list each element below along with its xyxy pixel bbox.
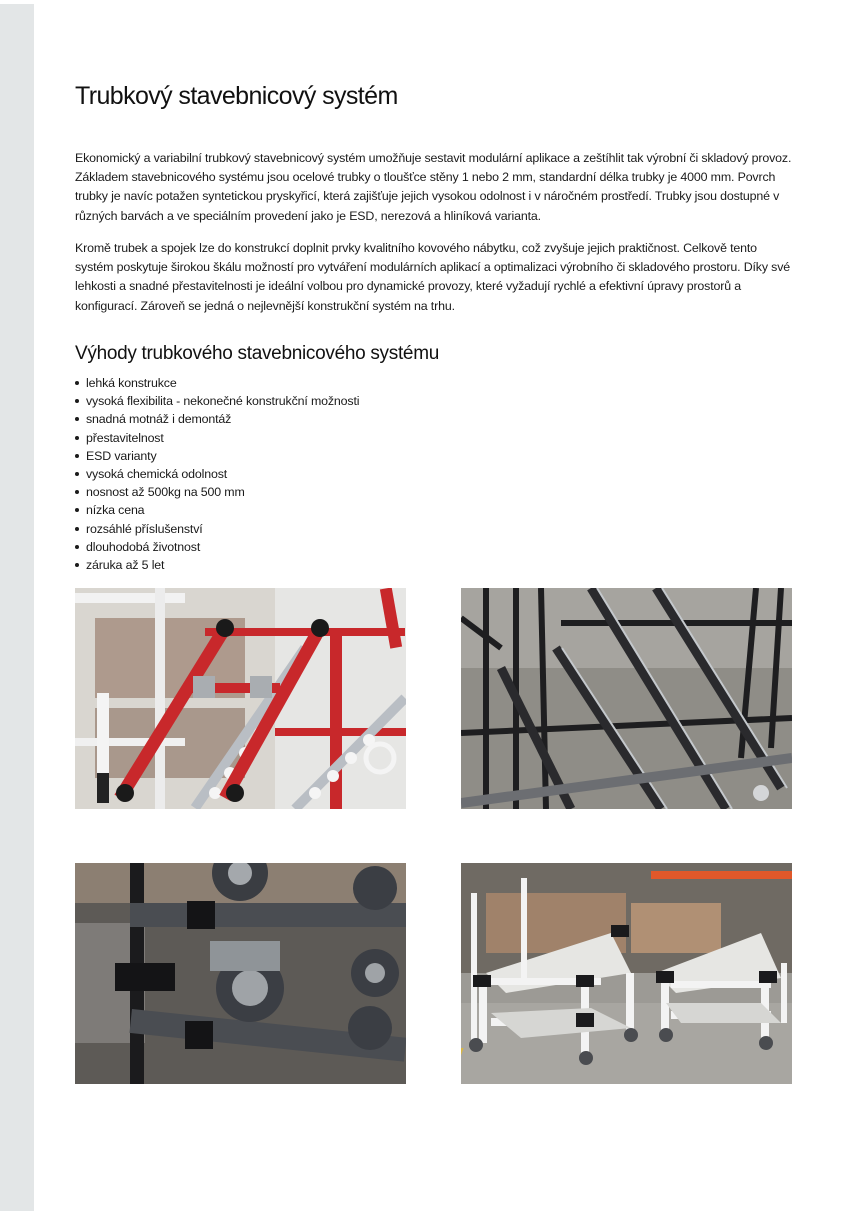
page-side-strip — [0, 4, 34, 1211]
benefits-heading: Výhody trubkového stavebnicového systému — [75, 343, 439, 364]
benefit-item: vysoká flexibilita - nekonečné konstrukční možnosti — [75, 392, 359, 410]
black-frame-illustration — [461, 588, 792, 809]
bullet-icon — [75, 490, 79, 494]
bullet-icon — [75, 508, 79, 512]
bullet-icon — [75, 417, 79, 421]
benefit-item: vysoká chemická odolnost — [75, 465, 359, 483]
bullet-icon — [75, 436, 79, 440]
benefit-item: nosnost až 500kg na 500 mm — [75, 483, 359, 501]
page-title: Trubkový stavebnicový systém — [75, 82, 398, 110]
benefit-item: dlouhodobá životnost — [75, 538, 359, 556]
carts-illustration — [461, 863, 792, 1084]
photo-white-tube-carts — [461, 863, 792, 1084]
benefit-item: rozsáhlé příslušenství — [75, 520, 359, 538]
benefit-item: záruka až 5 let — [75, 556, 359, 574]
benefit-item: nízka cena — [75, 501, 359, 519]
bullet-icon — [75, 563, 79, 567]
benefits-list — [75, 374, 359, 574]
benefit-item: přestavitelnost — [75, 429, 359, 447]
bullet-icon — [75, 472, 79, 476]
bullet-icon — [75, 527, 79, 531]
benefit-item: lehká konstrukce — [75, 374, 359, 392]
photo-black-roller-frames — [461, 588, 792, 809]
red-frame-illustration — [75, 588, 406, 809]
intro-paragraph: Ekonomický a variabilní trubkový stavebnicový systém umožňuje sestavit modulární aplikace a zeštíhlit tak výrobní či skladový provoz. Základem stavebnicového systému jsou ocelové trubky o tloušťce stěny 1 nebo 2 mm, standardní délka trubky je 4000 mm. Povrch trubky je navíc potažen syntetickou pryskyřicí, která zajišťuje jejich vysokou odolnost i v náročném prostředí. Trubky jsou dostupné v různých barvách a ve speciálním provedení jako je ESD, nerezová a hliníková varianta. — [75, 151, 792, 223]
benefit-item: ESD varianty — [75, 447, 359, 465]
casters-illustration — [75, 863, 406, 1084]
bullet-icon — [75, 399, 79, 403]
bullet-icon — [75, 454, 79, 458]
benefit-item: snadná motnáž i demontáž — [75, 410, 359, 428]
photo-red-roller-frame — [75, 588, 406, 809]
bullet-icon — [75, 545, 79, 549]
details-paragraph: Kromě trubek a spojek lze do konstrukcí doplnit prvky kvalitního kovového nábytku, což zvyšuje jejich praktičnost. Celkově tento systém poskytuje širokou škálu možností pro vytváření modulárních aplikací a optimalizaci výrobního či skladového prostoru. Díky své lehkosti a snadné přestavitelnosti je ideální volbou pro dynamické provozy, které vyžadují rychlé a efektivní úpravy prostorů a konfigurací. Zároveň se jedná o nejlevnější konstrukční systém na trhu. — [75, 241, 791, 313]
bullet-icon — [75, 381, 79, 385]
photo-grey-tubes-casters — [75, 863, 406, 1084]
